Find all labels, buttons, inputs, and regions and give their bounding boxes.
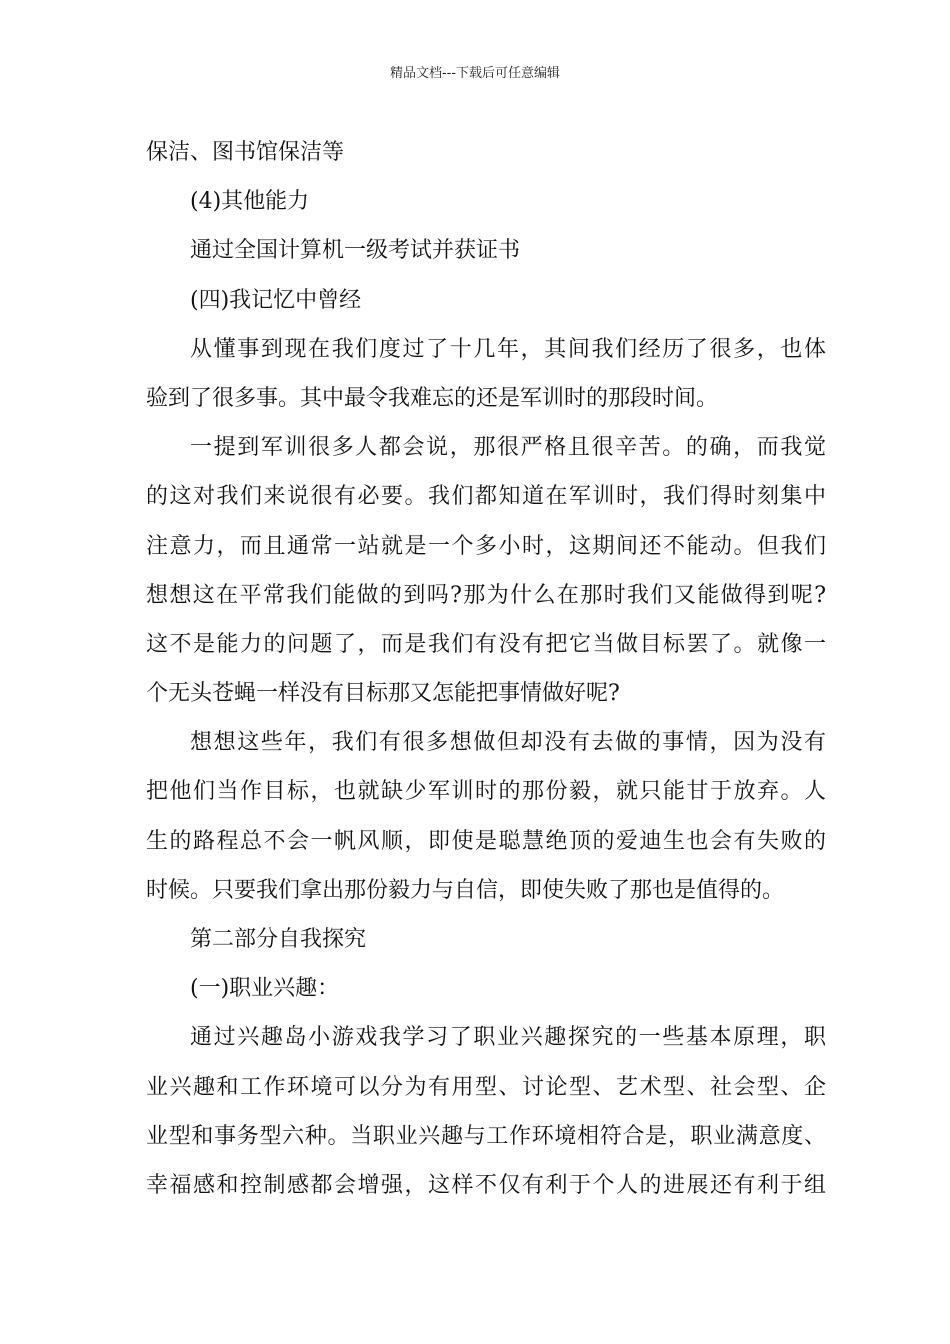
text-line: (一)职业兴趣： [190,976,340,1002]
text-line: 业兴趣和工作环境可以分为有用型、讨论型、艺术型、社会型、企 [146,1074,826,1100]
text-line: 业型和事务型六种。当职业兴趣与工作环境相符合是，职业满意度、 [146,1123,826,1149]
text-line: 想想这在平常我们能做的到吗?那为什么在那时我们又能做得到呢? [146,582,826,608]
text-line: 验到了很多事。其中最令我难忘的还是军训时的那段时间。 [146,385,719,411]
document-body [146,128,826,1210]
text-line: (4)其他能力 [190,189,310,215]
text-line: 通过兴趣岛小游戏我学习了职业兴趣探究的一些基本原理，职 [190,1025,826,1051]
text-line: 一提到军训很多人都会说，那很严格且很辛苦。的确，而我觉 [190,435,826,461]
text-line: 个无头苍蝇一样没有目标那又怎能把事情做好呢? [146,681,620,707]
text-line: 这不是能力的问题了，而是我们有没有把它当做目标罢了。就像一 [146,631,826,657]
text-line: (四)我记忆中曾经 [190,287,362,313]
text-line: 把他们当作目标，也就缺少军训时的那份毅，就只能甘于放弃。人 [146,779,826,805]
text-line: 生的路程总不会一帆风顺，即使是聪慧绝顶的爱迪生也会有失败的 [146,828,826,854]
text-line: 第二部分自我探究 [190,927,367,952]
text-line: 的这对我们来说很有必要。我们都知道在军训时，我们得时刻集中 [146,484,826,510]
text-line: 通过全国计算机一级考试并获证书 [190,238,521,264]
text-line: 注意力，而且通常一站就是一个多小时，这期间还不能动。但我们 [146,533,826,559]
page-header: 精品文档---下载后可任意编辑 [389,66,561,81]
text-line: 从懂事到现在我们度过了十几年，其间我们经历了很多，也体 [190,336,826,362]
text-line: 想想这些年，我们有很多想做但却没有去做的事情，因为没有 [190,730,826,756]
text-line: 时候。只要我们拿出那份毅力与自信，即使失败了那也是值得的。 [146,877,785,903]
text-line: 保洁、图书馆保洁等 [146,140,345,165]
text-line: 幸福感和控制感都会增强，这样不仅有利于个人的进展还有利于组 [146,1172,826,1198]
